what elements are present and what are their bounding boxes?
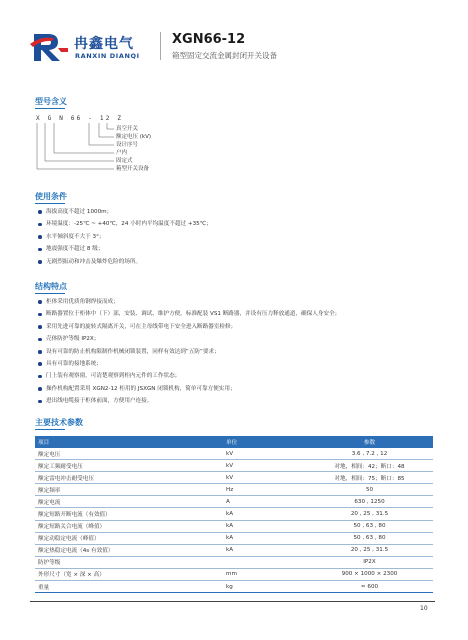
table-cell (223, 556, 303, 568)
table-cell: kA (223, 520, 303, 532)
table-cell: kV (223, 460, 303, 472)
list-item: 门上装有观察窗，可清楚观察到柜内元件的工作状态； (38, 370, 438, 382)
table-header-row (35, 436, 433, 448)
table-row (35, 581, 433, 593)
table-row (35, 508, 433, 520)
table-cell: 额定热稳定电流（4s 有效值） (35, 544, 223, 556)
table-cell: IP2X (303, 556, 433, 568)
section-rule (35, 203, 65, 204)
column-header: 单位 (223, 436, 303, 448)
list-item: 水平倾斜度不大于 3°； (38, 231, 438, 243)
list-item: 壳体防护等级 IP2X； (38, 333, 438, 345)
table-cell: 额定电压 (35, 448, 223, 460)
list-item: 具有可靠的接地系统； (38, 358, 438, 370)
header-divider (160, 32, 161, 60)
table-row (35, 460, 433, 472)
table-cell: 50 , 63 , 80 (303, 520, 433, 532)
table-cell: mm (223, 568, 303, 580)
list-item: 采用先进可靠的旋转式隔离开关，可在主母线带电下安全进入断路器室检修； (38, 321, 438, 333)
column-header: 参数 (303, 436, 433, 448)
table-cell: Hz (223, 484, 303, 496)
table-cell: kV (223, 448, 303, 460)
table-cell: kV (223, 472, 303, 484)
table-row (35, 484, 433, 496)
section-rule (35, 108, 65, 109)
table-cell: 外形尺寸（宽 × 深 × 高） (35, 568, 223, 580)
table-row (35, 472, 433, 484)
table-cell: 额定工频耐受电压 (35, 460, 223, 472)
section-rule (35, 293, 65, 294)
table-row (35, 448, 433, 460)
features-list (38, 296, 438, 408)
list-item: 地震强度不超过 8 级； (38, 243, 438, 255)
list-item: 环境温度：-25℃ ~ +40℃，24 小时内平均温度不超过 +35℃； (38, 218, 438, 230)
code-label-1: 真空开关 (116, 126, 139, 132)
table-cell: 重量 (35, 581, 223, 593)
table-cell: 对地，相间：75；断口：85 (303, 472, 433, 484)
table-cell: 额定短路开断电流（有效值） (35, 508, 223, 520)
code-label-2: 额定电压 (kV) (116, 134, 151, 140)
table-cell: 额定雷电冲击耐受电压 (35, 472, 223, 484)
table-row (35, 496, 433, 508)
table-row (35, 520, 433, 532)
table-cell: kA (223, 508, 303, 520)
section-title-conditions: 使用条件 (35, 192, 67, 201)
table-cell: 额定电流 (35, 496, 223, 508)
model-code: X G N 66 - 12 Z (36, 115, 124, 122)
table-cell: 630 , 1250 (303, 496, 433, 508)
list-item: 操作机构配置采用 XGN2-12 柜用的 JSXGN 闭锁机构，简单可靠方便实用； (38, 383, 438, 395)
section-title-features: 结构特点 (35, 282, 67, 291)
table-cell: 额定短路关合电流（峰值） (35, 520, 223, 532)
table-row (35, 568, 433, 580)
table-row (35, 556, 433, 568)
ranxin-logo-icon (28, 28, 70, 64)
page-number: 10 (420, 605, 428, 612)
list-item: 设有可靠的防止机构限制作机械闭锁装置，同样有效达到“五防”要求； (38, 346, 438, 358)
code-label-6: 箱型开关设备 (116, 166, 150, 172)
table-cell: 对地，相间：42；断口：48 (303, 460, 433, 472)
table-cell: 20 , 25 , 31.5 (303, 508, 433, 520)
code-label-5: 固定式 (116, 158, 133, 164)
table-row (35, 532, 433, 544)
conditions-list (38, 206, 438, 268)
table-cell: 20 , 25 , 31.5 (303, 544, 433, 556)
table-cell: 防护等级 (35, 556, 223, 568)
table-cell: 额定频率 (35, 484, 223, 496)
brand-name-en: RANXIN DIANQI (75, 52, 140, 60)
table-cell: kg (223, 581, 303, 593)
brand-name-cn: 冉鑫电气 (74, 36, 134, 52)
code-label-3: 设计序号 (116, 142, 139, 148)
list-item: 无剧烈振动和冲击及爆炸危险的场所。 (38, 256, 438, 268)
table-cell: 50 (303, 484, 433, 496)
footer-rule (30, 601, 435, 602)
table-cell: 3.6 , 7.2 , 12 (303, 448, 433, 460)
table-cell: 额定动稳定电流（峰值） (35, 532, 223, 544)
list-item: 进出线电缆接于柜体前面，方便用户连接。 (38, 395, 438, 407)
section-title-params: 主要技术参数 (35, 418, 83, 427)
table-cell: ≈ 600 (303, 581, 433, 593)
table-cell: kA (223, 544, 303, 556)
table-cell: 50 , 63 , 80 (303, 532, 433, 544)
code-label-4: 户内 (116, 150, 128, 156)
table-cell: A (223, 496, 303, 508)
section-rule (35, 429, 65, 430)
table-cell: 900 × 1000 × 2300 (303, 568, 433, 580)
model-code-diagram (30, 120, 120, 180)
page-header (28, 28, 448, 68)
table-cell: kA (223, 532, 303, 544)
table-row (35, 544, 433, 556)
list-item: 柜体采用优质角钢焊接而成； (38, 296, 438, 308)
params-table (35, 436, 433, 593)
section-title-model-meaning: 型号含义 (35, 97, 67, 106)
product-model: XGN66-12 (172, 32, 246, 47)
product-subtitle: 箱型固定交流金属封闭开关设备 (172, 51, 277, 60)
list-item: 断路器置位于柜体中（下）部，安装、调试、维护方便。标准配装 VS1 断路器，并设有压力释放通道，确保人身安全； (38, 308, 438, 320)
column-header: 项目 (35, 436, 223, 448)
list-item: 海拔高度不超过 1000m； (38, 206, 438, 218)
